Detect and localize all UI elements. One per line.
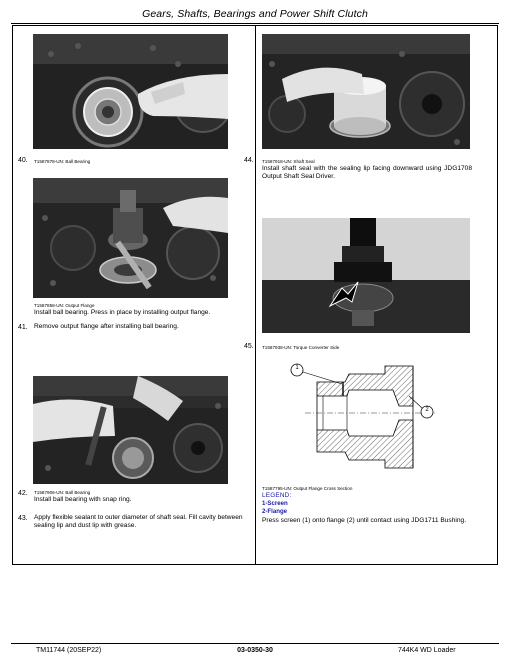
step-45-caption: T1587938-UN: Torque Converter Side	[262, 345, 340, 350]
footer-model: 744K4 WD Loader	[398, 647, 456, 654]
step-41-number: 41.	[18, 324, 28, 331]
photo-snap-ring	[33, 376, 228, 484]
step-46-text: Press screen (1) onto flange (2) until contact using JDG1711 Bushing.	[262, 517, 467, 524]
photo-ball-bearing	[33, 34, 228, 149]
footer-page-number: 03-0350-30	[237, 647, 273, 654]
callout-2-label: 2	[425, 407, 429, 413]
photo-shaft-seal	[262, 34, 470, 149]
photo-torque-converter-side	[262, 218, 470, 333]
step-41-text: Remove output flange after installing ball bearing.	[34, 323, 179, 330]
footer-rule	[11, 643, 499, 644]
step-43-text: Apply flexible sealant to outer diameter of shaft seal. Fill cavity between sealing lip and dust lip with grease.	[34, 514, 243, 530]
page-header-title: Gears, Shafts, Bearings and Power Shift Clutch	[142, 8, 368, 20]
callout-1-label: 1	[295, 365, 299, 371]
step-40-number: 40.	[18, 157, 28, 164]
legend-item-screen: 1-Screen	[262, 500, 288, 507]
step-40-caption: T1587878-UN: Ball Bearing	[34, 159, 91, 164]
step-42-number: 42.	[18, 490, 28, 497]
step-46-caption: T1587795-UN: Output Flange Cross Section	[262, 486, 353, 491]
step-44-text: Install shaft seal with the sealing lip facing downward using JDG1708 Output Shaft Seal Driver.	[262, 165, 472, 181]
column-divider	[255, 25, 256, 565]
step-41pre-text: Install ball bearing. Press in place by installing output flange.	[34, 309, 211, 316]
step-44-caption: T1587918-UN: Shaft Seal	[262, 159, 315, 164]
photo-output-flange	[33, 178, 228, 298]
step-42-caption: T1587906-UN: Ball Bearing	[34, 490, 91, 495]
footer-doc-id: TM11744 (20SEP22)	[36, 647, 102, 654]
legend-title: LEGEND:	[262, 492, 292, 499]
legend-item-flange: 2-Flange	[262, 508, 288, 515]
step-44-number: 44.	[244, 157, 254, 164]
step-43-number: 43.	[18, 515, 28, 522]
step-45-number: 45.	[244, 343, 254, 350]
diagram-output-flange-cross-section	[285, 360, 445, 478]
step-42-text: Install ball bearing with snap ring.	[34, 496, 132, 503]
header-rule	[11, 23, 499, 24]
step-41pre-caption: T1587858-UN: Output Flange	[34, 303, 95, 308]
